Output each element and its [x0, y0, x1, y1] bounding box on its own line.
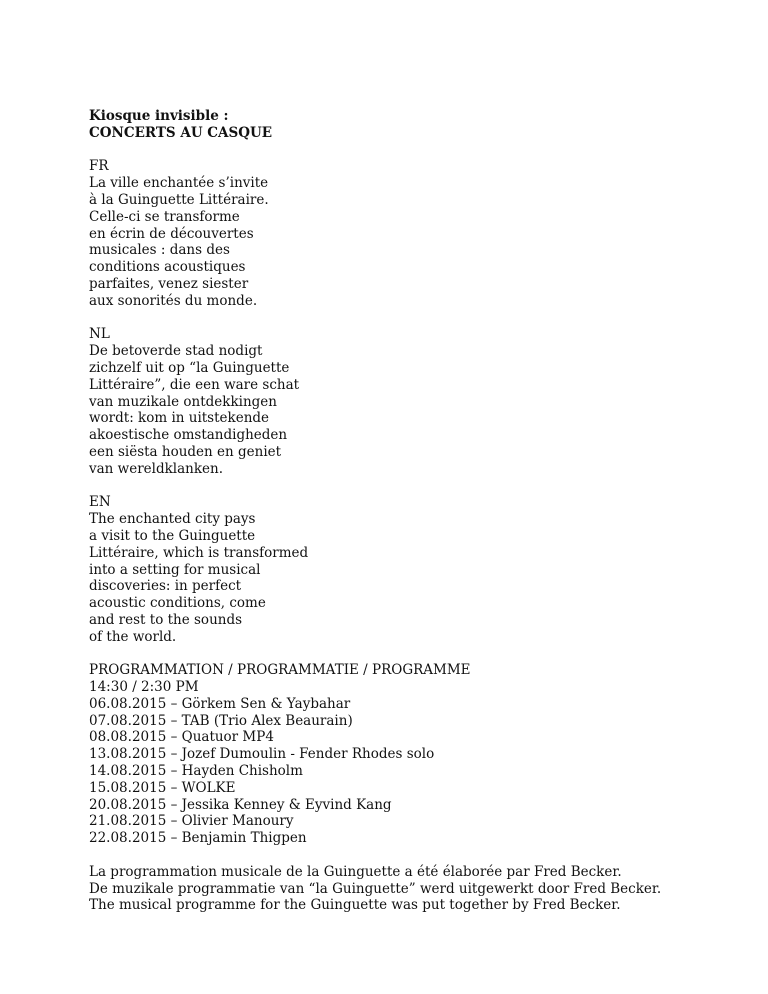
paragraph-line: acoustic conditions, come — [89, 595, 266, 612]
title-block — [89, 108, 749, 142]
section-lang-label: NL — [89, 326, 110, 343]
spacer — [89, 142, 749, 159]
paragraph-line: discoveries: in perfect — [89, 578, 242, 595]
spacer — [89, 310, 749, 327]
programme-entry: 14.08.2015 – Hayden Chisholm — [89, 763, 303, 780]
section-lang-label: EN — [89, 494, 111, 511]
programme-time: 14:30 / 2:30 PM — [89, 679, 199, 696]
programme-entry: 20.08.2015 – Jessika Kenney & Eyvind Kang — [89, 796, 392, 813]
paragraph-line: conditions acoustiques — [89, 259, 246, 276]
spacer — [89, 646, 749, 663]
programme-entry: 08.08.2015 – Quatuor MP4 — [89, 729, 274, 746]
paragraph-line: van wereldklanken. — [89, 460, 224, 477]
paragraph-line: De betoverde stad nodigt — [89, 343, 263, 360]
section-en — [89, 494, 749, 645]
paragraph-line: en écrin de découvertes — [89, 225, 254, 242]
credit-line-en: The musical programme for the Guinguette was put together by Fred Becker. — [89, 897, 621, 914]
programme-heading: PROGRAMMATION / PROGRAMMATIE / PROGRAMME — [89, 662, 471, 679]
paragraph-line: van muzikale ontdekkingen — [89, 393, 277, 410]
section-nl — [89, 326, 749, 477]
programme-entry: 22.08.2015 – Benjamin Thigpen — [89, 830, 307, 847]
paragraph-line: The enchanted city pays — [89, 511, 256, 528]
title-line-1: Kiosque invisible : — [89, 108, 229, 124]
section-lang-label: FR — [89, 158, 109, 175]
paragraph-line: parfaites, venez siester — [89, 275, 249, 292]
paragraph-line: into a setting for musical — [89, 561, 261, 578]
paragraph-line: akoestische omstandigheden — [89, 427, 288, 444]
credit-line-fr: La programmation musicale de la Guinguette a été élaborée par Fred Becker. — [89, 863, 622, 880]
paragraph-line: Littéraire”, die een ware schat — [89, 376, 300, 393]
paragraph-line: wordt: kom in uitstekende — [89, 410, 270, 427]
paragraph-line: musicales : dans des — [89, 242, 230, 259]
paragraph-line: of the world. — [89, 628, 177, 645]
spacer — [89, 847, 749, 864]
paragraph-line: and rest to the sounds — [89, 611, 243, 628]
paragraph-line: La ville enchantée s’invite — [89, 175, 269, 192]
credits-section — [89, 864, 749, 914]
paragraph-line: Celle-ci se transforme — [89, 208, 240, 225]
programme-entry: 15.08.2015 – WOLKE — [89, 779, 236, 796]
programme-entry: 07.08.2015 – TAB (Trio Alex Beaurain) — [89, 712, 353, 729]
credit-line-nl: De muzikale programmatie van “la Guinguette” werd uitgewerkt door Fred Becker. — [89, 880, 662, 897]
paragraph-line: zichzelf uit op “la Guinguette — [89, 359, 290, 376]
programme-entry: 13.08.2015 – Jozef Dumoulin - Fender Rhodes solo — [89, 746, 435, 763]
document-page — [89, 108, 749, 914]
programme-entry: 06.08.2015 – Görkem Sen & Yaybahar — [89, 695, 351, 712]
paragraph-line: à la Guinguette Littéraire. — [89, 191, 269, 208]
paragraph-line: een siësta houden en geniet — [89, 443, 282, 460]
title-line-2: CONCERTS AU CASQUE — [89, 124, 273, 141]
paragraph-line: aux sonorités du monde. — [89, 292, 258, 309]
programme-entry: 21.08.2015 – Olivier Manoury — [89, 813, 294, 830]
paragraph-line: a visit to the Guinguette — [89, 527, 256, 544]
section-fr — [89, 158, 749, 309]
paragraph-line: Littéraire, which is transformed — [89, 544, 309, 561]
programme-section — [89, 662, 749, 847]
spacer — [89, 478, 749, 495]
